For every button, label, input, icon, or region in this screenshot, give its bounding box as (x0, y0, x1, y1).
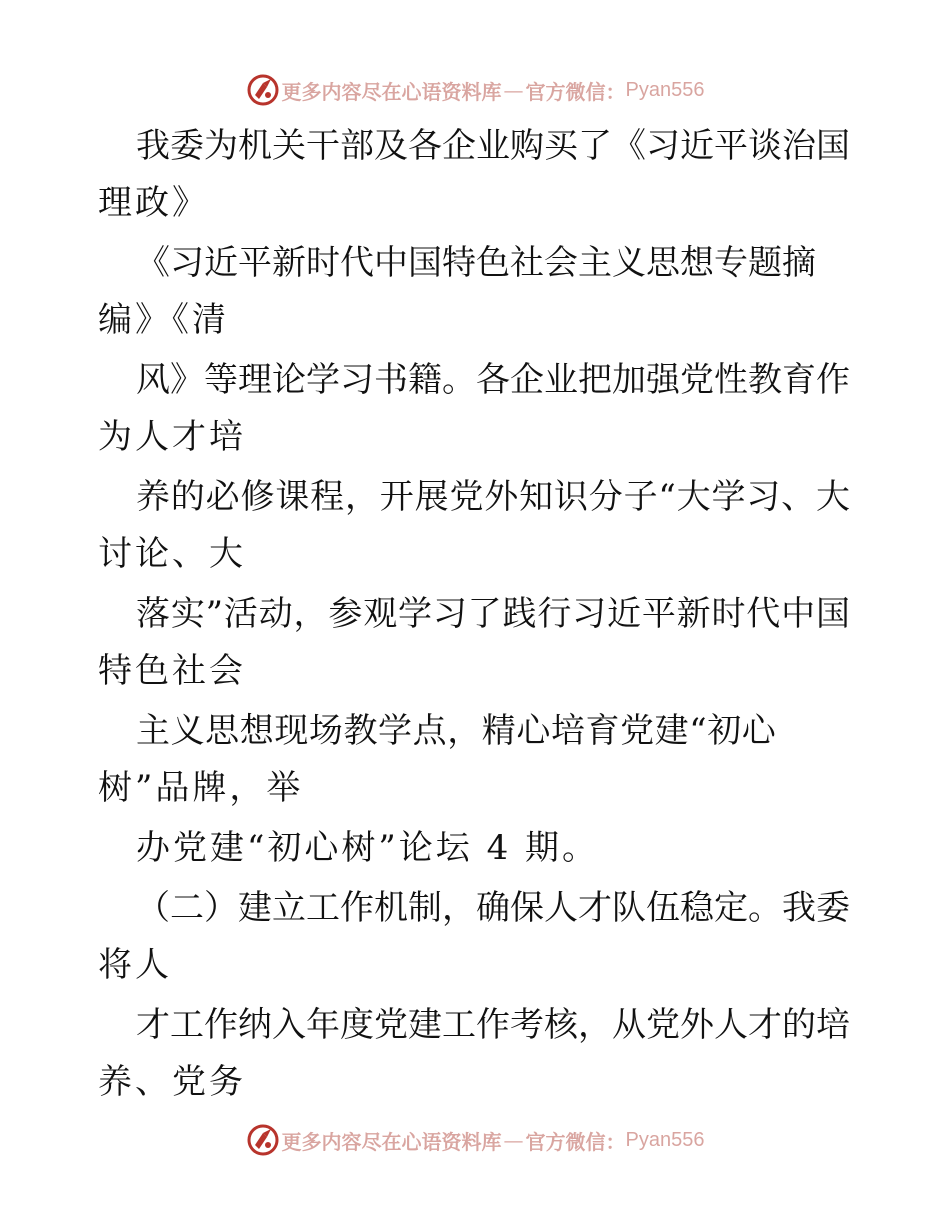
body-line-6: 为人才培 (98, 417, 246, 457)
header-separator: — (503, 78, 524, 102)
footer-site-name: 更多内容尽在心语资料库 (281, 1129, 502, 1154)
body-line-7: 养 的 必 修 课 程 ， 开 展 党 外 知 识 分 子 “ 大 学 习 、 大 (136, 477, 850, 517)
footer-watermark (0, 1120, 950, 1160)
body-line-1: 我 委 为 机 关 干 部 及 各 企 业 购 买 了 《 习 近 平 谈 治 国 (136, 126, 850, 166)
body-line-15: 将人 (98, 945, 172, 985)
body-line-10: 特色社会 (98, 651, 246, 691)
body-line-17: 养、党务 (98, 1062, 246, 1102)
footer-wechat-handle: Pyan556 (625, 1128, 705, 1151)
body-line-9: 落 实 ” 活 动 ， 参 观 学 习 了 践 行 习 近 平 新 时 代 中 国 (136, 594, 850, 634)
body-line-12: 树”品牌，举 (98, 768, 304, 808)
header-wechat-handle: Pyan556 (625, 78, 705, 101)
body-line-16: 才 工 作 纳 入 年 度 党 建 工 作 考 核 ， 从 党 外 人 才 的 培 (136, 1005, 850, 1045)
body-line-14: （ 二 ） 建 立 工 作 机 制 ， 确 保 人 才 队 伍 稳 定 。 我 委 (136, 888, 850, 928)
body-line-2: 理政》 (98, 183, 209, 223)
body-line-4: 编》《清 (98, 300, 229, 340)
body-line-3: 《 习 近 平 新 时 代 中 国 特 色 社 会 主 义 思 想 专 题 摘 (136, 243, 816, 283)
body-line-11: 主 义 思 想 现 场 教 学 点 ， 精 心 培 育 党 建 “ 初 心 (136, 711, 776, 751)
body-line-8: 讨论、大 (98, 534, 246, 574)
body-line-5: 风 》 等 理 论 学 习 书 籍 。 各 企 业 把 加 强 党 性 教 育 作 (136, 360, 850, 400)
header-site-name: 更多内容尽在心语资料库 (281, 79, 502, 104)
header-wechat-label: 官方微信： (525, 79, 626, 104)
footer-separator: — (503, 1128, 524, 1152)
logo-icon (246, 1123, 280, 1157)
footer-wechat-label: 官方微信： (525, 1129, 626, 1154)
body-line-13: 办党建“初心树”论坛 4 期。 (136, 828, 600, 868)
